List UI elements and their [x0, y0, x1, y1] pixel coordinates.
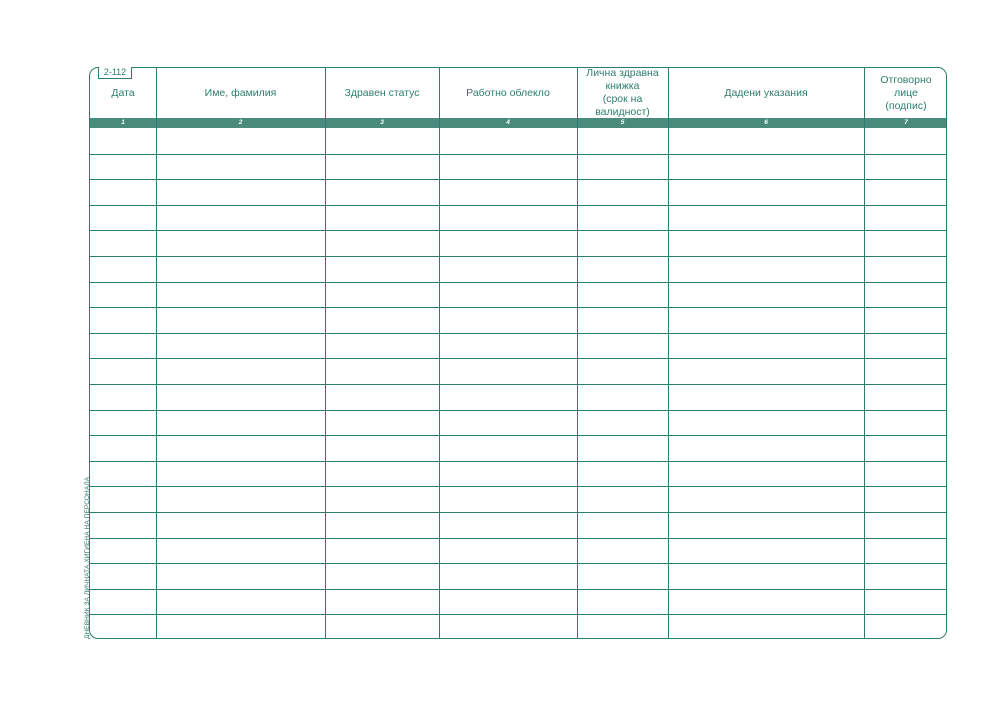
table-grid	[90, 68, 946, 638]
table-row-divider	[90, 486, 946, 487]
table-row-divider	[90, 358, 946, 359]
table-row-divider	[90, 410, 946, 411]
column-number-1: 1	[121, 119, 125, 126]
table-row-divider	[90, 205, 946, 206]
table-row-divider	[90, 282, 946, 283]
column-number-4: 4	[506, 119, 510, 126]
column-header-6: Дадени указания	[724, 86, 808, 99]
column-header-3: Здравен статус	[344, 86, 420, 99]
table-row-divider	[90, 538, 946, 539]
form-code-badge: 2-112	[98, 67, 132, 79]
side-title: ДНЕВНИК ЗА ЛИЧНАТА ХИГИЕНА НА ПЕРСОНАЛА	[84, 476, 91, 639]
table-row-divider	[90, 307, 946, 308]
hygiene-log-table	[89, 67, 947, 639]
column-number-2: 2	[238, 119, 243, 126]
column-header-4: Работно облекло	[466, 86, 550, 99]
column-number-3: 3	[380, 119, 384, 126]
table-row-divider	[90, 435, 946, 436]
column-header-5: Лична здравна книжка (срок на валидност)	[586, 67, 659, 118]
table-row-divider	[90, 589, 946, 590]
column-number-5: 5	[620, 119, 625, 126]
table-row-divider	[90, 512, 946, 513]
table-row-divider	[90, 256, 946, 257]
table-row-divider	[90, 333, 946, 334]
table-row-divider	[90, 154, 946, 155]
column-header-1: Дата	[111, 86, 135, 99]
column-header-7: Отговорно лице (подпис)	[880, 73, 932, 112]
column-header-2: Име, фамилия	[204, 86, 277, 99]
table-row-divider	[90, 563, 946, 564]
table-row-divider	[90, 179, 946, 180]
column-number-6: 6	[764, 119, 768, 126]
table-row-divider	[90, 461, 946, 462]
table-row-divider	[90, 614, 946, 615]
table-row-divider	[90, 384, 946, 385]
column-number-7: 7	[904, 119, 908, 126]
table-row-divider	[90, 230, 946, 231]
